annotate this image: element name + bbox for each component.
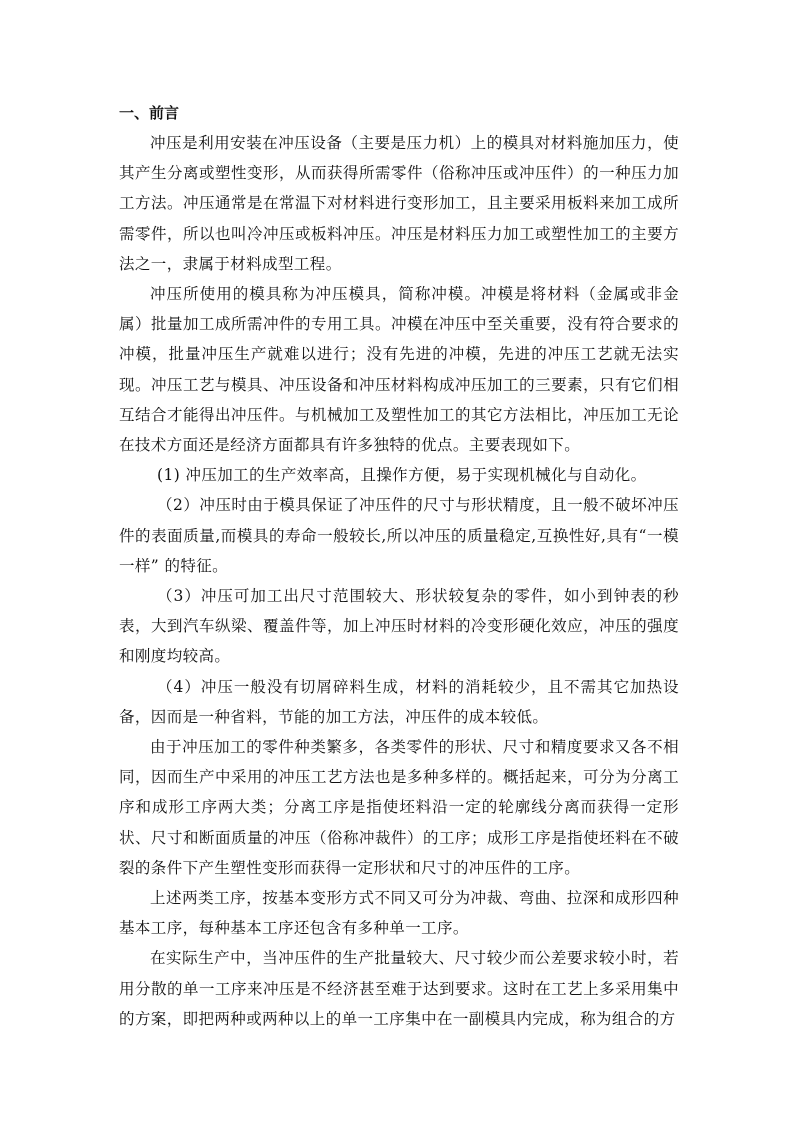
- section-heading: 一、前言: [119, 104, 180, 122]
- advantage-item-3: （3）冲压可加工出尺寸范围较大、形状较复杂的零件，如小到钟表的秒表，大到汽车纵梁、覆盖件等，加上冲压时材料的冷变形硬化效应，冲压的强度和刚度均较高。: [119, 587, 679, 666]
- paragraph-basic-processes: 上述两类工序，按基本变形方式不同又可分为冲裁、弯曲、拉深和成形四种基本工序，每种基本工序还包含有多种单一工序。: [119, 889, 679, 938]
- document-page: [119, 98, 679, 1034]
- paragraph-process-types: 由于冲压加工的零件种类繁多，各类零件的形状、尺寸和精度要求又各不相同，因而生产中采用的冲压工艺方法也是多种多样的。概括起来，可分为分离工序和成形工序两大类；分离工序是指使坯料沿一定的轮廓线分离而获得一定形状、尺寸和断面质量的冲压（俗称冲裁件）的工序；成形工序是指使坯料在不破裂的条件下产生塑性变形而获得一定形状和尺寸的冲压件的工序。: [119, 738, 679, 877]
- advantage-item-2: （2）冲压时由于模具保证了冲压件的尺寸与形状精度，且一般不破坏冲压件的表面质量,而模具的寿命一般较长,所以冲压的质量稳定,互换性好,具有“一模一样” 的特征。: [119, 496, 679, 575]
- paragraph-combined-processes: 在实际生产中，当冲压件的生产批量较大、尺寸较少而公差要求较小时，若用分散的单一工序来冲压是不经济甚至难于达到要求。这时在工艺上多采用集中的方案，即把两种或两种以上的单一工序集中在一副模具内完成，称为组合的方: [119, 949, 679, 1028]
- paragraph-intro: 冲压是利用安装在冲压设备（主要是压力机）上的模具对材料施加压力，使其产生分离或塑性变形，从而获得所需零件（俗称冲压或冲压件）的一种压力加工方法。冲压通常是在常温下对材料进行变形加工，且主要采用板料来加工成所需零件，所以也叫冷冲压或板料冲压。冲压是材料压力加工或塑性加工的主要方法之一，隶属于材料成型工程。: [119, 134, 679, 273]
- paragraph-stamping-die: 冲压所使用的模具称为冲压模具，简称冲模。冲模是将材料（金属或非金属）批量加工成所需冲件的专用工具。冲模在冲压中至关重要，没有符合要求的冲模，批量冲压生产就难以进行；没有先进的冲模，先进的冲压工艺就无法实现。冲压工艺与模具、冲压设备和冲压材料构成冲压加工的三要素，只有它们相互结合才能得出冲压件。与机械加工及塑性加工的其它方法相比，冲压加工无论在技术方面还是经济方面都具有许多独特的优点。主要表现如下。: [119, 285, 679, 455]
- advantage-item-4: （4）冲压一般没有切屑碎料生成，材料的消耗较少，且不需其它加热设备，因而是一种省料，节能的加工方法，冲压件的成本较低。: [119, 677, 679, 726]
- advantage-item-1: (1) 冲压加工的生产效率高，且操作方便，易于实现机械化与自动化。: [157, 466, 647, 485]
